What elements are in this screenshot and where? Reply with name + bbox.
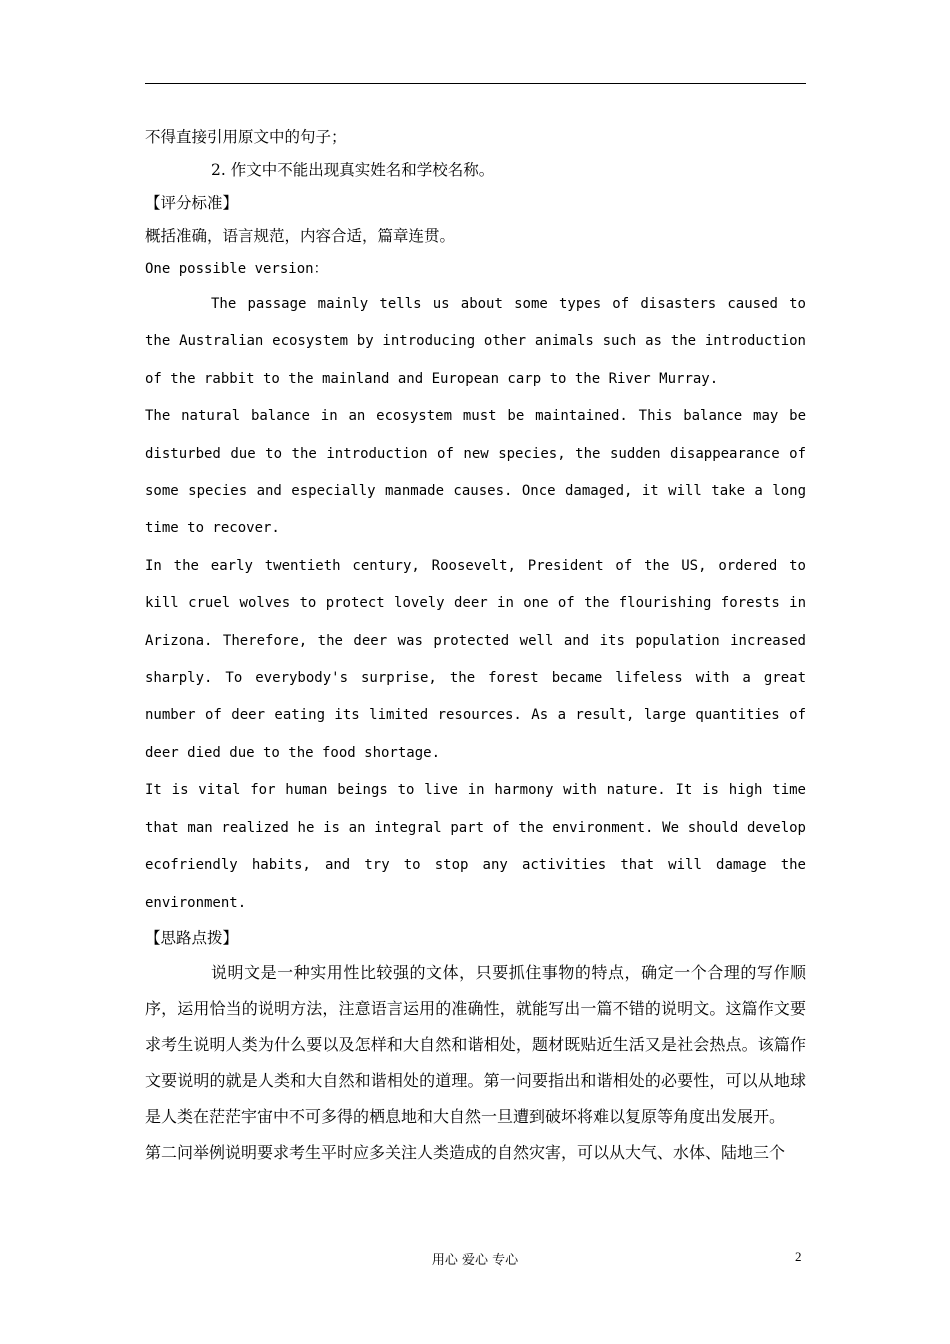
footer-slogan: 用心 爱心 专心 (431, 1253, 519, 1268)
english-paragraph-3: In the early twentieth century, Roosevelt, President of the US, ordered to kill cruel wolves to protect lovely deer in one of the flourishing forests in Arizona. Therefore, the deer was protected well and its population increased sharply. To everybody's surprise, the forest became lifeless with a great number of deer eating its limited resources. As a result, large quantities of deer died due to the food shortage. (145, 557, 806, 761)
chinese-paragraph-2: 第二问举例说明要求考生平时应多关注人类造成的自然灾害，可以从大气、水体、陆地三个 (145, 1142, 786, 1162)
heading-thinking-tips: 【思路点拨】 (145, 928, 239, 947)
english-paragraph-2: The natural balance in an ecosystem must be maintained. This balance may be disturbed due to the introduction of new species, the sudden disappearance of some species and especially manmade causes. Once damaged, it will take a long time to recover. (145, 408, 806, 537)
english-paragraph-4: It is vital for human beings to live in harmony with nature. It is high time that man realized he is an integral part of the environment. We should develop ecofriendly habits, and try to stop any activities that will damage the environment. (145, 782, 806, 911)
instruction-line-1: 不得直接引用原文中的句子； (145, 128, 347, 146)
header-rule (145, 83, 806, 84)
document-body (145, 121, 806, 1171)
chinese-paragraph-1: 说明文是一种实用性比较强的文体，只要抓住事物的特点，确定一个合理的写作顺序，运用恰当的说明方法，注意语言运用的准确性，就能写出一篇不错的说明文。这篇作文要求考生说明人类为什么要以及怎样和大自然和谐相处，题材既贴近生活又是社会热点。该篇作文要说明的就是人类和大自然和谐相处的道理。第一问要指出和谐相处的必要性，可以从地球是人类在茫茫宇宙中不可多得的栖息地和大自然一旦遭到破坏将难以复原等角度出发展开。 (145, 962, 806, 1126)
version-label: One possible version： (145, 261, 328, 277)
english-paragraph-1: The passage mainly tells us about some types of disasters caused to the Australian ecosystem by introducing other animals such as the introduction of the rabbit to the mainland and European carp to the River Murray. (145, 296, 806, 387)
page-number: 2 (795, 1249, 802, 1264)
heading-scoring-criteria: 【评分标准】 (145, 194, 239, 212)
scoring-criteria-text: 概括准确，语言规范，内容合适，篇章连贯。 (145, 227, 456, 245)
instruction-line-2: 2. 作文中不能出现真实姓名和学校名称。 (211, 161, 495, 179)
